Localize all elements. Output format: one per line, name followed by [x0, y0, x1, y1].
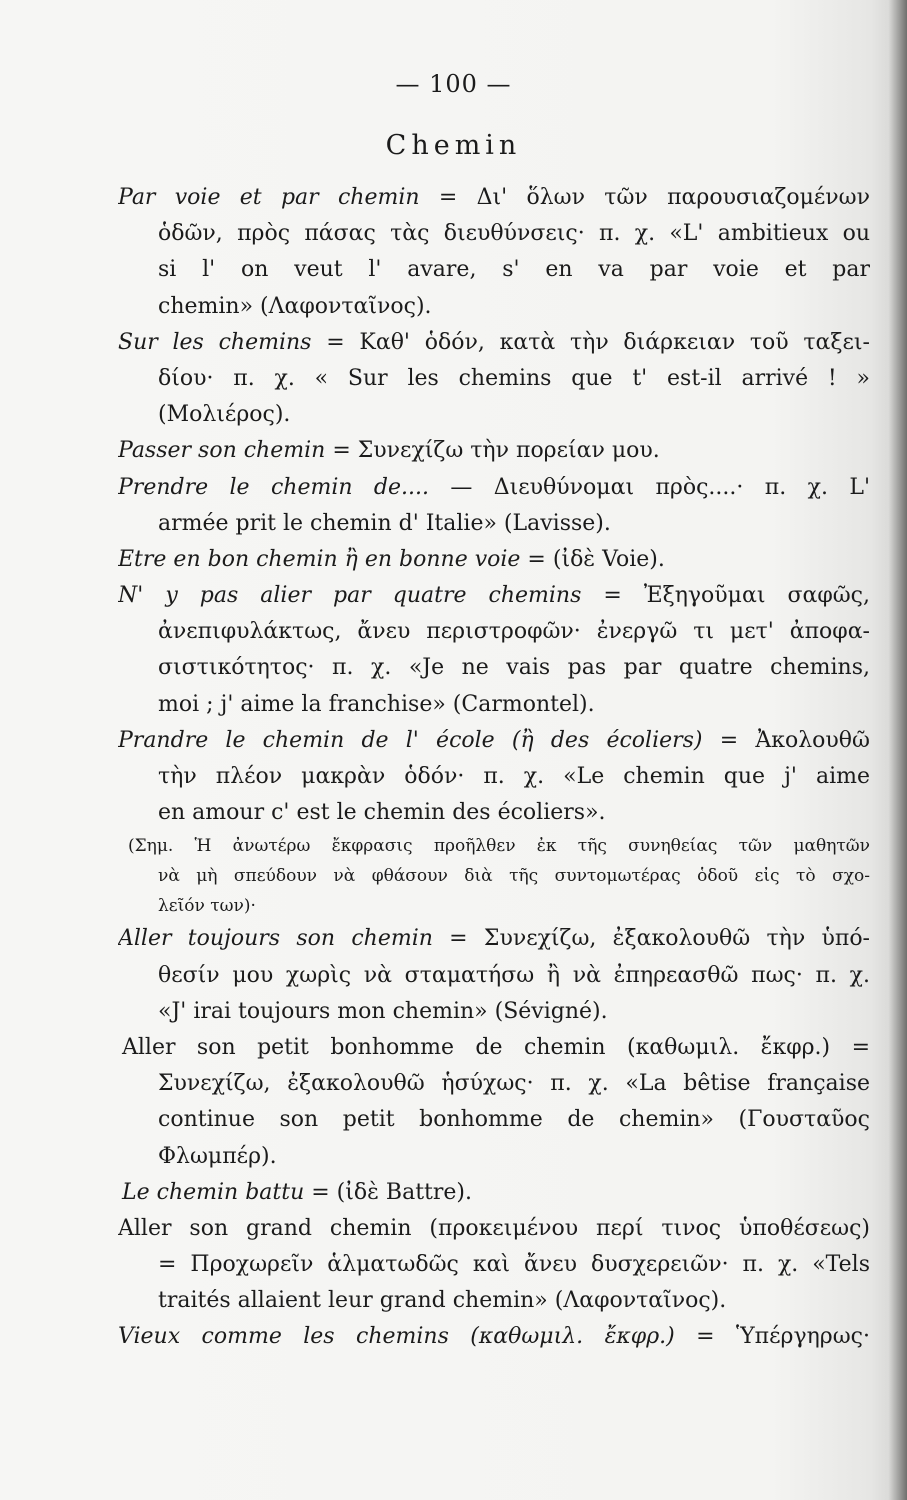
headword-phrase: Etre en bon chemin ἢ en bonne voie — [118, 546, 521, 572]
text-line: τὴν πλέον μακρὰν ὁδόν· π. χ. «Le chemin que j' aime — [158, 764, 870, 789]
headword-phrase: Vieux comme les chemins (καθωμιλ. ἔκφρ.) — [118, 1324, 675, 1350]
text-line: Passer son chemin = Συνεχίζω τὴν πορείαν μου. — [118, 438, 660, 464]
book-spine-shadow — [889, 0, 907, 1500]
text-line: λεῖόν των)· — [158, 896, 256, 917]
text-line: «J' irai toujours mon chemin» (Sévigné). — [158, 998, 608, 1024]
text-line: Par voie et par chemin = Δι' ὅλων τῶν παρουσιαζομένων — [118, 185, 870, 210]
text-line: (Μολιέρος). — [158, 402, 291, 428]
text-line: moi ; j' aime la franchise» (Carmontel). — [158, 691, 595, 717]
text-line: (Σημ. Ἡ ἀνωτέρω ἔκφρασις προῆλθεν ἐκ τῆς συνηθείας τῶν μαθητῶν — [128, 836, 870, 857]
headword-phrase: Aller toujours son chemin — [118, 926, 433, 952]
text-line: armée prit le chemin d' Italie» (Lavisse). — [158, 510, 611, 536]
headword-phrase: N' y pas alier par quatre chemins — [118, 583, 582, 609]
text-line: si l' on veut l' avare, s' en va par voie et par — [158, 257, 870, 283]
headword-phrase: Prendre le chemin de.... — [118, 474, 429, 500]
text-line: Prendre le chemin de.... — Διευθύνομαι πρὸς....· π. χ. L' — [118, 474, 870, 500]
text-line: Aller son grand chemin (προκειμένου περί τινος ὑποθέσεως) — [118, 1215, 870, 1241]
page-number: — 100 — — [395, 70, 512, 98]
text-line: δίου· π. χ. « Sur les chemins que t' est-il arrivé ! » — [158, 365, 870, 391]
text-line: traités allaient leur grand chemin» (Λαφονταῖνος). — [158, 1288, 727, 1314]
text-line: N' y pas alier par quatre chemins = Ἐξηγοῦμαι σαφῶς, — [118, 583, 870, 609]
headword-phrase: Le chemin battu — [122, 1179, 305, 1205]
text-line: σιστικότητος· π. χ. «Je ne vais pas par quatre chemins, — [158, 655, 870, 681]
text-line: ὁδῶν, πρὸς πάσας τὰς διευθύνσεις· π. χ. «L' ambitieux ou — [158, 221, 870, 247]
text-line: continue son petit bonhomme de chemin» (Γουσταῦος — [158, 1107, 870, 1133]
text-line: νὰ μὴ σπεύδουν νὰ φθάσουν διὰ τῆς συντομωτέρας ὁδοῦ εἰς τὸ σχο- — [158, 866, 870, 887]
text-line: Prandre le chemin de l' école (ἢ des écoliers) = Ἀκολουθῶ — [118, 727, 870, 753]
text-line: Le chemin battu = (ἰδὲ Battre). — [122, 1179, 472, 1205]
headword-phrase: Prandre le chemin de l' école (ἢ des écoliers) — [118, 727, 703, 753]
text-line: Aller toujours son chemin = Συνεχίζω, ἐξακολουθῶ τὴν ὑπό- — [118, 926, 870, 952]
text-line: = Προχωρεῖν ἁλματωδῶς καὶ ἄνευ δυσχερειῶν· π. χ. «Tels — [158, 1252, 870, 1278]
entry-title: Chemin — [385, 130, 522, 161]
text-line: Συνεχίζω, ἐξακολουθῶ ἡσύχως· π. χ. «La bêtise française — [158, 1071, 870, 1097]
text-line: chemin» (Λαφονταῖνος). — [158, 293, 432, 319]
text-line: θεσίν μου χωρὶς νὰ σταματήσω ἢ νὰ ἐπηρεασθῶ πως· π. χ. — [158, 962, 870, 988]
text-line: Vieux comme les chemins (καθωμιλ. ἔκφρ.) = Ὑπέργηρως· — [118, 1324, 870, 1350]
text-line: ἀνεπιφυλάκτως, ἄνευ περιστροφῶν· ἐνεργῶ τι μετ' ἀποφα- — [158, 619, 870, 645]
text-line: en amour c' est le chemin des écoliers». — [158, 800, 606, 826]
headword-phrase: Sur les chemins — [118, 329, 312, 355]
headword-phrase: Par voie et par chemin — [118, 185, 420, 210]
headword-phrase: Passer son chemin — [118, 438, 326, 464]
text-line: Aller son petit bonhomme de chemin (καθωμιλ. ἔκφρ.) = — [122, 1034, 870, 1060]
text-line: Etre en bon chemin ἢ en bonne voie = (ἰδὲ Voie). — [118, 546, 665, 572]
text-line: Sur les chemins = Καθ' ὁδόν, κατὰ τὴν διάρκειαν τοῦ ταξει- — [118, 329, 870, 355]
entries-list — [118, 180, 870, 1356]
text-line: Φλωμπέρ). — [158, 1143, 277, 1169]
